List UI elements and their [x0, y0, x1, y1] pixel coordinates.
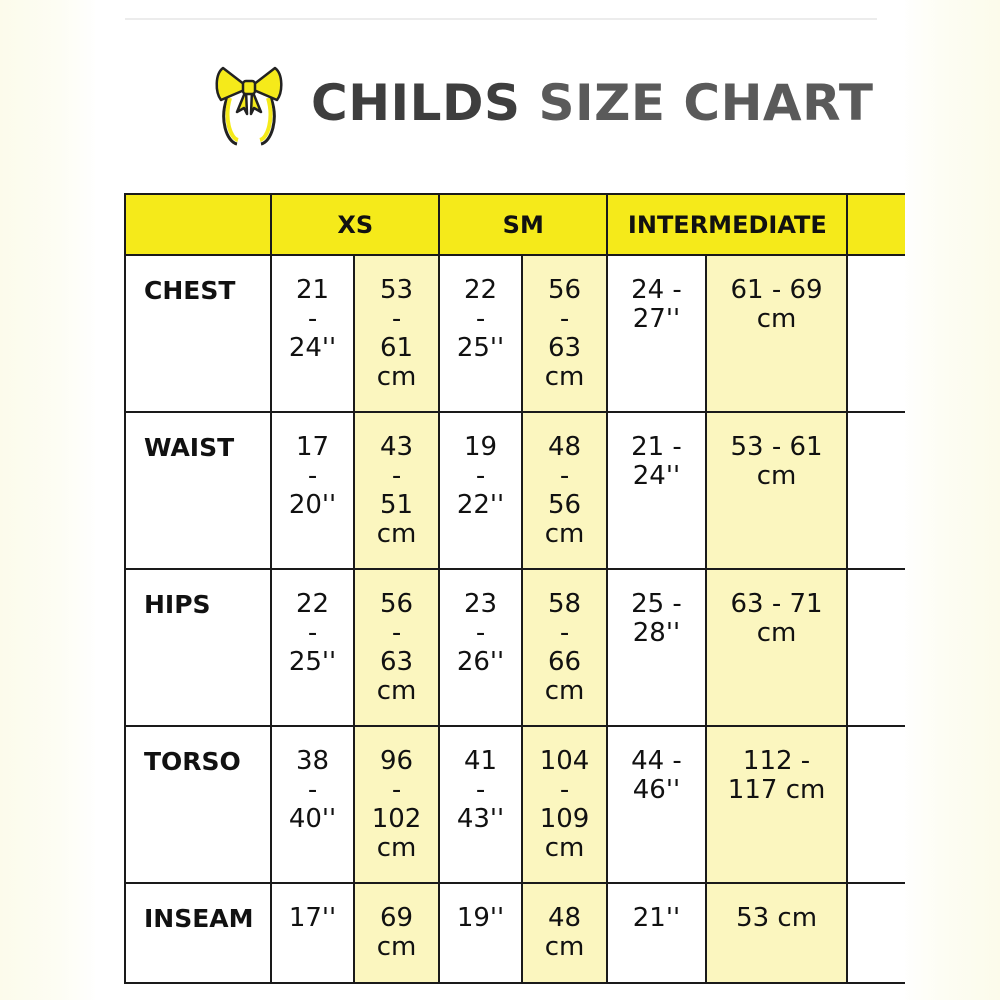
cell-hips-sm-in: 23 - 26'' — [439, 569, 522, 726]
top-divider — [125, 18, 877, 20]
chart-header — [213, 58, 873, 148]
size-header-row — [125, 194, 905, 255]
cell-hips-xs-in: 22 - 25'' — [271, 569, 354, 726]
row-label-hips: HIPS — [125, 569, 271, 726]
table-row-waist — [125, 412, 905, 569]
cell-torso-int-cm: 112 - 117 cm — [706, 726, 848, 883]
cell-waist-int-cm: 53 - 61 cm — [706, 412, 848, 569]
cell-chest-int-cm: 61 - 69 cm — [706, 255, 848, 412]
cell-torso-xs-in: 38 - 40'' — [271, 726, 354, 883]
cell-chest-sm-in: 22 - 25'' — [439, 255, 522, 412]
row-label-waist: WAIST — [125, 412, 271, 569]
table-row-inseam — [125, 883, 905, 983]
cell-torso-int-in: 44 - 46'' — [607, 726, 705, 883]
header-corner — [125, 194, 271, 255]
size-header-xs: XS — [271, 194, 439, 255]
cell-hips-int-in: 25 - 28'' — [607, 569, 705, 726]
cell-hips-xs-cm: 56 - 63 cm — [354, 569, 439, 726]
cell-waist-xs-cm: 43 - 51 cm — [354, 412, 439, 569]
title-word-childs: CHILDS — [311, 74, 521, 132]
cell-torso-xs-cm: 96 - 102 cm — [354, 726, 439, 883]
size-chart-page — [95, 0, 905, 1000]
row-label-chest: CHEST — [125, 255, 271, 412]
size-header-intermediate: INTERMEDIATE — [607, 194, 847, 255]
row-label-inseam: INSEAM — [125, 883, 271, 983]
cell-waist-cut-off — [847, 412, 905, 569]
title-word-size-chart: SIZE CHART — [538, 74, 874, 132]
cell-inseam-cut-off — [847, 883, 905, 983]
cell-hips-cut-off — [847, 569, 905, 726]
cell-chest-xs-in: 21 - 24'' — [271, 255, 354, 412]
cell-torso-cut-off — [847, 726, 905, 883]
bow-headband-icon — [213, 58, 285, 148]
row-label-torso: TORSO — [125, 726, 271, 883]
cell-chest-int-in: 24 - 27'' — [607, 255, 705, 412]
cell-waist-xs-in: 17 - 20'' — [271, 412, 354, 569]
cell-inseam-int-in: 21'' — [607, 883, 705, 983]
cell-waist-int-in: 21 - 24'' — [607, 412, 705, 569]
cell-chest-xs-cm: 53 - 61 cm — [354, 255, 439, 412]
cell-hips-sm-cm: 58 - 66 cm — [522, 569, 607, 726]
cell-hips-int-cm: 63 - 71 cm — [706, 569, 848, 726]
cell-inseam-sm-cm: 48 cm — [522, 883, 607, 983]
cell-chest-cut-off — [847, 255, 905, 412]
table-row-torso — [125, 726, 905, 883]
size-header-sm: SM — [439, 194, 607, 255]
size-header-cut-off — [847, 194, 905, 255]
cell-chest-sm-cm: 56 - 63 cm — [522, 255, 607, 412]
cell-torso-sm-in: 41 - 43'' — [439, 726, 522, 883]
table-row-chest — [125, 255, 905, 412]
cell-torso-sm-cm: 104 - 109 cm — [522, 726, 607, 883]
cell-inseam-xs-cm: 69 cm — [354, 883, 439, 983]
cell-inseam-sm-in: 19'' — [439, 883, 522, 983]
page-title — [311, 74, 873, 132]
size-table — [124, 193, 905, 984]
cell-inseam-xs-in: 17'' — [271, 883, 354, 983]
cell-inseam-int-cm: 53 cm — [706, 883, 848, 983]
cell-waist-sm-cm: 48 - 56 cm — [522, 412, 607, 569]
table-row-hips — [125, 569, 905, 726]
cell-waist-sm-in: 19 - 22'' — [439, 412, 522, 569]
